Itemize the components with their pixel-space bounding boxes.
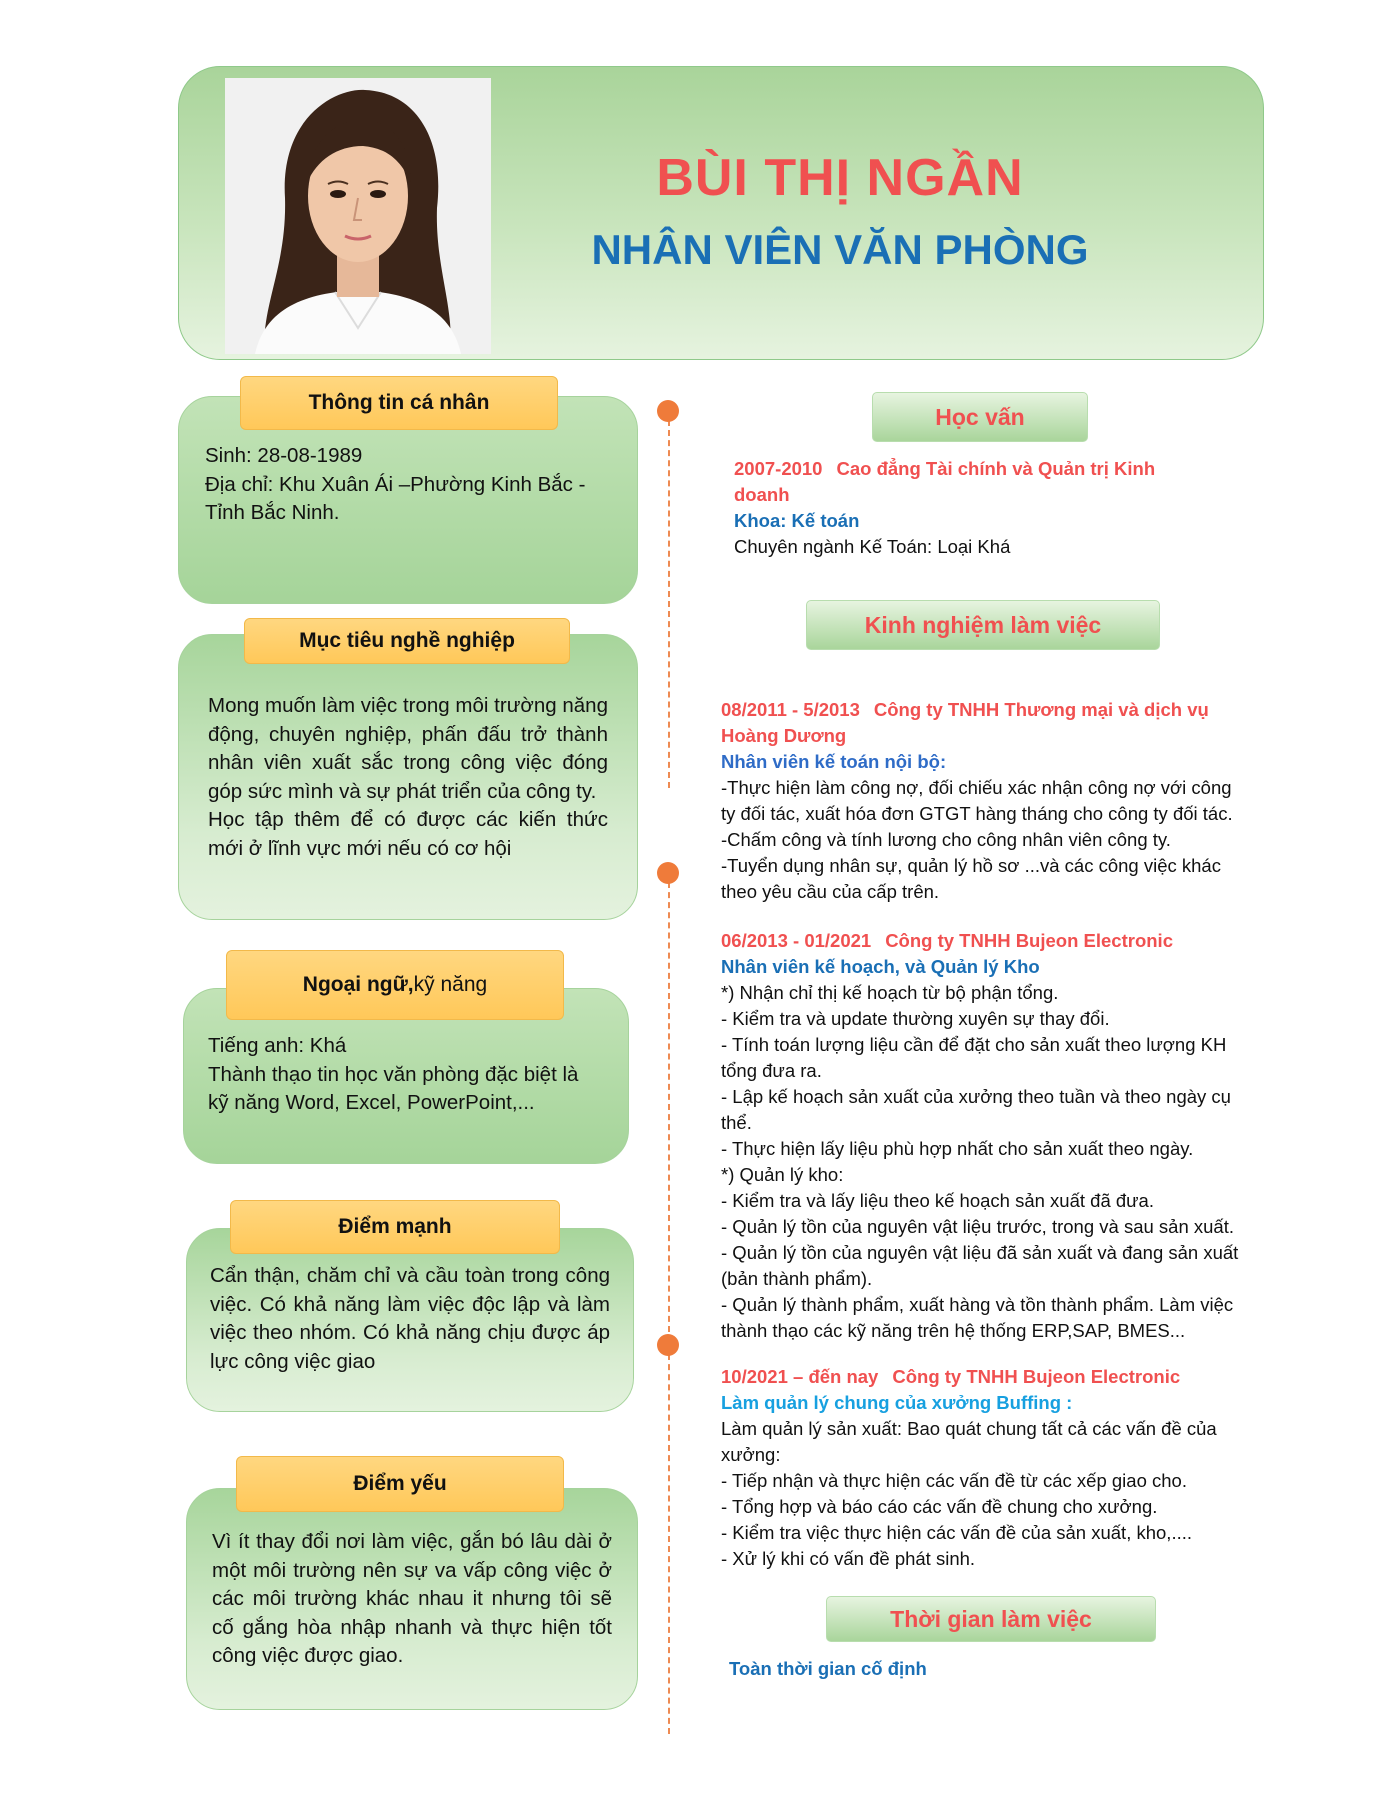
timeline-dot xyxy=(657,862,679,884)
job-duty: ty đối tác, xuất hóa đơn GTGT hàng tháng cho công ty đối tác. xyxy=(721,803,1233,824)
job-duty: - Tổng hợp và báo cáo các vấn đề chung cho xưởng. xyxy=(721,1496,1158,1517)
personal-info-text xyxy=(205,442,625,528)
skills-heading-rest: kỹ năng xyxy=(413,973,488,996)
job-duty: *) Nhận chỉ thị kế hoạch từ bộ phận tổng. xyxy=(721,982,1059,1003)
education-major: Chuyên ngành Kế Toán: Loại Khá xyxy=(734,536,1011,557)
education-section xyxy=(734,456,1274,560)
job-duty: tổng đưa ra. xyxy=(721,1060,822,1081)
profile-photo xyxy=(225,78,491,354)
job-company: Công ty TNHH Thương mại và dịch vụ xyxy=(873,699,1209,720)
job-role: Nhân viên kế hoạch, và Quản lý Kho xyxy=(721,956,1040,977)
job-duty: Làm quản lý sản xuất: Bao quát chung tất cả các vấn đề của xyxy=(721,1418,1217,1439)
job-duty: - Kiểm tra và lấy liệu theo kế hoạch sản xuất đã đưa. xyxy=(721,1190,1154,1211)
job-duty: - Thực hiện lấy liệu phù hợp nhất cho sản xuất theo ngày. xyxy=(721,1138,1194,1159)
weaknesses-text: Vì ít thay đổi nơi làm việc, gắn bó lâu dài ở một môi trường nên sự va vấp công việc ở các môi trường khác nhau it nhưng tôi sẽ cố gắng hòa nhập nhanh và thực hiện tốt công việc được giao. xyxy=(212,1530,612,1667)
job-duty: - Lập kế hoạch sản xuất của xưởng theo tuần và theo ngày cụ xyxy=(721,1086,1231,1107)
birth-date: Sinh: 28-08-1989 xyxy=(205,444,363,467)
job-company: Công ty TNHH Bujeon Electronic xyxy=(892,1366,1181,1387)
work-time-value: Toàn thời gian cố định xyxy=(729,1658,927,1679)
timeline-dot xyxy=(657,400,679,422)
job-entry-1 xyxy=(721,697,1281,905)
skills-heading xyxy=(226,950,564,1020)
objective-heading: Mục tiêu nghề nghiệp xyxy=(244,618,570,664)
job-company: Công ty TNHH Bujeon Electronic xyxy=(885,930,1173,951)
skill-line: kỹ năng Word, Excel, PowerPoint,... xyxy=(208,1091,535,1114)
address-line: Tỉnh Bắc Ninh. xyxy=(205,501,340,524)
timeline-segment xyxy=(668,882,670,1332)
job-entry-3 xyxy=(721,1364,1281,1572)
job-role: Làm quản lý chung của xưởng Buffing : xyxy=(721,1392,1073,1413)
job-period: 06/2013 - 01/2021 xyxy=(721,930,872,951)
job-duty: -Tuyển dụng nhân sự, quản lý hồ sơ ...và các công việc khác xyxy=(721,855,1221,876)
weaknesses-heading: Điểm yếu xyxy=(236,1456,564,1512)
address-line: Địa chỉ: Khu Xuân Ái –Phường Kinh Bắc - xyxy=(205,472,586,496)
job-duty: -Thực hiện làm công nợ, đối chiếu xác nhận công nợ với công xyxy=(721,777,1232,798)
job-period: 10/2021 – đến nay xyxy=(721,1366,879,1387)
education-school-cont: doanh xyxy=(734,484,790,505)
job-duty: thành thạo các kỹ năng trên hệ thống ERP,SAP, BMES... xyxy=(721,1320,1186,1341)
skill-line: Tiếng anh: Khá xyxy=(208,1034,347,1057)
education-school: Cao đẳng Tài chính và Quản trị Kinh xyxy=(836,458,1156,479)
strengths-heading: Điểm mạnh xyxy=(230,1200,560,1254)
experience-heading: Kinh nghiệm làm việc xyxy=(806,600,1160,650)
skills-text xyxy=(208,1032,618,1118)
work-time-heading: Thời gian làm việc xyxy=(826,1596,1156,1642)
job-duty: - Quản lý thành phẩm, xuất hàng và tồn thành phẩm. Làm việc xyxy=(721,1294,1234,1315)
objective-paragraph: Học tập thêm để có được các kiến thức mới ở lĩnh vực mới nếu có cơ hội xyxy=(208,808,608,860)
job-role: Nhân viên kế toán nội bộ: xyxy=(721,751,947,772)
job-duty: xưởng: xyxy=(721,1444,781,1465)
job-period: 08/2011 - 5/2013 xyxy=(721,699,860,720)
objective-text xyxy=(208,692,608,863)
job-duty: - Tiếp nhận và thực hiện các vấn đề từ các xếp giao cho. xyxy=(721,1470,1187,1491)
personal-info-heading: Thông tin cá nhân xyxy=(240,376,558,430)
job-duty: *) Quản lý kho: xyxy=(721,1164,844,1185)
skills-heading-bold: Ngoại ngữ, xyxy=(302,973,414,996)
job-duty: - Quản lý tồn của nguyên vật liệu trước, trong và sau sản xuất. xyxy=(721,1216,1234,1237)
job-duty: theo yêu cầu của cấp trên. xyxy=(721,881,940,902)
job-duty: - Xử lý khi có vấn đề phát sinh. xyxy=(721,1548,976,1569)
skill-line: Thành thạo tin học văn phòng đặc biệt là xyxy=(208,1062,579,1086)
job-duty: thể. xyxy=(721,1112,752,1133)
job-duty: - Quản lý tồn của nguyên vật liệu đã sản xuất và đang sản xuất xyxy=(721,1242,1239,1263)
job-duty: -Chấm công và tính lương cho công nhân viên công ty. xyxy=(721,829,1171,850)
objective-paragraph: Mong muốn làm việc trong môi trường năng động, chuyên nghiệp, phấn đấu trở thành nhân viên xuất sắc trong công việc đóng góp sức mình và sự phát triển của công ty. xyxy=(208,694,608,803)
job-duty: - Tính toán lượng liệu cần để đặt cho sản xuất theo lượng KH xyxy=(721,1034,1227,1055)
timeline-segment xyxy=(668,1354,670,1734)
job-duty: (bản thành phẩm). xyxy=(721,1268,873,1289)
job-company-cont: Hoàng Dương xyxy=(721,725,847,746)
education-heading: Học vấn xyxy=(872,392,1088,442)
strengths-text: Cẩn thận, chăm chỉ và cầu toàn trong công việc. Có khả năng làm việc độc lập và làm việc theo nhóm. Có khả năng chịu được áp lực công việc giao xyxy=(210,1264,610,1373)
education-faculty: Khoa: Kế toán xyxy=(734,510,860,531)
job-duty: - Kiểm tra và update thường xuyên sự thay đổi. xyxy=(721,1008,1110,1029)
job-duty: - Kiểm tra việc thực hiện các vấn đề của sản xuất, kho,.... xyxy=(721,1522,1193,1543)
timeline-dot xyxy=(657,1334,679,1356)
candidate-name: BÙI THỊ NGẦN xyxy=(656,149,1024,207)
job-title: NHÂN VIÊN VĂN PHÒNG xyxy=(591,226,1089,273)
portrait-image xyxy=(225,78,491,354)
job-entry-2 xyxy=(721,928,1281,1344)
education-period: 2007-2010 xyxy=(734,458,823,479)
timeline-segment xyxy=(668,420,670,788)
